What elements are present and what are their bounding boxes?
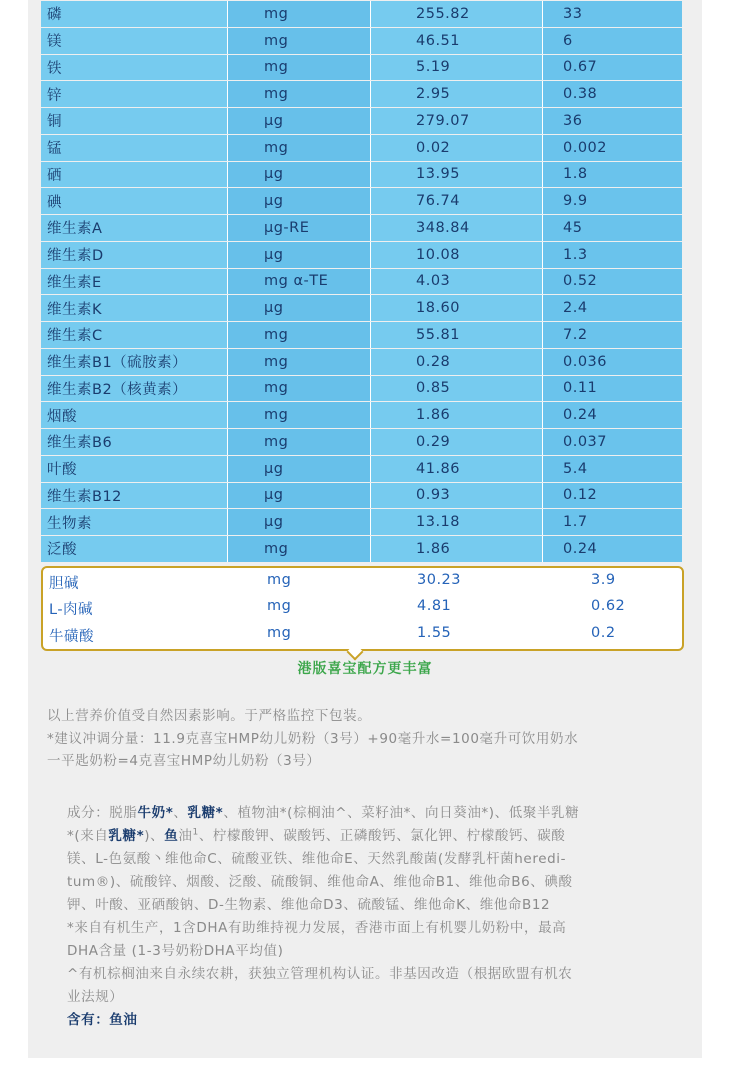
nutrient-per100: 1.86 [371,402,543,428]
nutrient-name: 维生素B6 [41,429,228,455]
nutrient-per100: 0.02 [371,135,543,161]
ingredients-line [67,802,677,825]
allergen-contains: 含有：鱼油 [67,1012,138,1028]
nutrient-per-serving: 0.24 [543,402,682,428]
ingredients-line: ^有机棕榈油来自永续农耕，获独立管理机构认证。非基因改造（根据欧盟有机农 [67,966,573,982]
nutrient-per-serving: 0.52 [543,269,682,295]
nutrient-per-serving: 33 [543,1,682,27]
nutrient-per100: 0.28 [371,349,543,375]
nutrition-table [41,0,682,563]
nutrient-per-serving: 0.037 [543,429,682,455]
nutrient-unit: mg [228,322,371,348]
highlight-row [43,621,682,648]
note-line: *建议冲调分量：11.9克喜宝HMP幼儿奶粉（3号）+90毫升水=100毫升可饮用奶水 [47,730,579,747]
nutrient-per100: 0.29 [371,429,543,455]
nutrient-per100: 13.18 [371,509,543,535]
nutrient-name: 硒 [41,162,228,188]
nutrient-name: 铜 [41,108,228,134]
nutrient-per-serving: 0.62 [591,598,626,614]
nutrient-unit: mg [228,429,371,455]
nutrition-table-body [41,1,682,562]
nutrient-per-serving: 1.8 [543,162,682,188]
nutrient-per-serving: 0.67 [543,55,682,81]
nutrient-per-serving: 7.2 [543,322,682,348]
ingredients-line: 钾、叶酸、亚硒酸钠、D-生物素、维他命D3、硫酸锰、维他命K、维他命B12 [67,897,551,913]
highlight-box [41,566,684,651]
table-row [41,108,682,134]
nutrient-unit: μg [228,483,371,509]
nutrient-per100: 0.85 [371,376,543,402]
nutrient-name: 维生素D [41,242,228,268]
nutrient-per-serving: 0.036 [543,349,682,375]
nutrient-per100: 1.55 [417,625,452,641]
nutrient-per100: 0.93 [371,483,543,509]
nutrient-per100: 2.95 [371,81,543,107]
ingredients-block [67,802,677,1032]
nutrient-unit: mg [228,349,371,375]
nutrient-unit: mg [228,55,371,81]
nutrient-per-serving: 0.2 [591,625,616,641]
table-row [41,456,682,482]
ingredients-line: DHA含量 (1-3号奶粉DHA平均值) [67,943,284,959]
table-row [41,402,682,428]
ingredient-highlight: 鱼 [164,828,179,844]
nutrient-name: 牛磺酸 [49,629,94,645]
table-row [41,162,682,188]
table-row [41,429,682,455]
nutrient-per-serving: 0.002 [543,135,682,161]
table-row [41,376,682,402]
nutrient-per100: 10.08 [371,242,543,268]
nutrient-name: 泛酸 [41,536,228,562]
nutrient-unit: μg [228,456,371,482]
nutrient-unit: mg [267,598,292,614]
nutrient-per100: 46.51 [371,28,543,54]
nutrition-notes [47,705,687,773]
nutrient-unit: mg [228,376,371,402]
nutrient-per-serving: 1.7 [543,509,682,535]
ingredients-line [67,825,677,848]
nutrient-per100: 4.81 [417,598,452,614]
nutrient-per100: 18.60 [371,295,543,321]
nutrient-unit: mg [228,28,371,54]
highlight-row [43,568,682,595]
nutrient-per-serving: 1.3 [543,242,682,268]
table-row [41,295,682,321]
nutrient-unit: mg [228,1,371,27]
nutrient-per-serving: 6 [543,28,682,54]
ingredients-text: 成分：脱脂 [67,805,138,821]
nutrient-per100: 13.95 [371,162,543,188]
ingredients-text: 、植物油*(棕榈油^、菜籽油*、向日葵油*)、低聚半乳糖 [223,805,580,821]
nutrient-name: 烟酸 [41,402,228,428]
table-row [41,242,682,268]
table-row [41,509,682,535]
ingredient-highlight: 乳糖* [108,828,145,844]
nutrient-per100: 5.19 [371,55,543,81]
nutrient-name: 碘 [41,188,228,214]
ingredients-text: 、 [173,805,188,821]
nutrient-per-serving: 0.11 [543,376,682,402]
table-row [41,28,682,54]
nutrient-per-serving: 45 [543,215,682,241]
ingredients-text: )、 [144,828,165,844]
nutrient-per100: 255.82 [371,1,543,27]
nutrient-name: 锰 [41,135,228,161]
nutrient-per100: 348.84 [371,215,543,241]
nutrient-unit: mg [228,402,371,428]
nutrient-name: 叶酸 [41,456,228,482]
nutrient-per100: 4.03 [371,269,543,295]
ingredients-line: 业法规） [67,989,124,1005]
nutrient-unit: μg [228,509,371,535]
nutrient-name: 维生素E [41,269,228,295]
nutrient-unit: mg [228,135,371,161]
nutrient-per100: 41.86 [371,456,543,482]
nutrient-per100: 279.07 [371,108,543,134]
nutrient-per-serving: 3.9 [591,572,616,588]
note-line: 以上营养价值受自然因素影响。于严格监控下包装。 [47,708,372,724]
nutrient-per100: 55.81 [371,322,543,348]
table-row [41,188,682,214]
nutrient-name: 生物素 [41,509,228,535]
table-row [41,269,682,295]
nutrition-page [28,0,702,1058]
table-row [41,1,682,27]
nutrient-unit: mg [228,536,371,562]
ingredients-line: tum®)、硫酸锌、烟酸、泛酸、硫酸铜、维他命A、维他命B1、维他命B6、碘酸 [67,874,573,890]
ingredients-line: *来自有机生产，1含DHA有助维持视力发展，香港市面上有机婴儿奶粉中，最高 [67,920,567,936]
ingredients-line: 镁、L-色氨酸丶维他命C、硫酸亚铁、维他命E、天然乳酸菌(发酵乳杆菌heredi- [67,851,567,867]
nutrient-name: L-肉碱 [49,602,94,618]
table-row [41,536,682,562]
table-row [41,322,682,348]
highlight-row [43,594,682,621]
table-row [41,55,682,81]
nutrient-per-serving: 2.4 [543,295,682,321]
nutrient-per-serving: 5.4 [543,456,682,482]
nutrient-name: 胆碱 [49,576,79,592]
nutrient-per-serving: 9.9 [543,188,682,214]
nutrient-per100: 76.74 [371,188,543,214]
ingredient-highlight: 乳糖* [187,805,224,821]
highlight-caption: 港版喜宝配方更丰富 [297,661,433,677]
nutrient-name: 铁 [41,55,228,81]
nutrient-name: 维生素B2（核黄素） [41,376,228,402]
nutrient-name: 维生素B12 [41,483,228,509]
nutrient-name: 维生素B1（硫胺素） [41,349,228,375]
nutrient-name: 磷 [41,1,228,27]
nutrient-per-serving: 0.38 [543,81,682,107]
ingredients-text: 油 [178,828,193,844]
table-row [41,349,682,375]
nutrient-unit: mg [267,572,292,588]
nutrient-unit: mg [228,81,371,107]
nutrient-name: 锌 [41,81,228,107]
table-row [41,483,682,509]
nutrient-unit: μg [228,295,371,321]
nutrient-unit: mg [267,625,292,641]
nutrient-unit: μg [228,242,371,268]
nutrient-unit: mg α-TE [228,269,371,295]
table-row [41,135,682,161]
nutrient-unit: μg [228,162,371,188]
nutrient-per100: 30.23 [417,572,462,588]
ingredients-text: *(来自 [67,828,109,844]
nutrient-per-serving: 0.24 [543,536,682,562]
nutrient-name: 维生素K [41,295,228,321]
ingredient-highlight: 牛奶* [137,805,174,821]
nutrient-unit: μg [228,188,371,214]
ingredients-text: 、柠檬酸钾、碳酸钙、正磷酸钙、氯化钾、柠檬酸钙、碳酸 [198,828,566,844]
note-line: 一平匙奶粉=4克喜宝HMP幼儿奶粉（3号） [47,753,321,769]
footnote-marker: 1 [192,827,199,838]
nutrient-name: 维生素C [41,322,228,348]
table-row [41,215,682,241]
table-row [41,81,682,107]
nutrient-unit: μg [228,108,371,134]
nutrient-unit: μg-RE [228,215,371,241]
nutrient-per-serving: 36 [543,108,682,134]
nutrient-per-serving: 0.12 [543,483,682,509]
nutrient-name: 维生素A [41,215,228,241]
nutrient-name: 镁 [41,28,228,54]
nutrient-per100: 1.86 [371,536,543,562]
